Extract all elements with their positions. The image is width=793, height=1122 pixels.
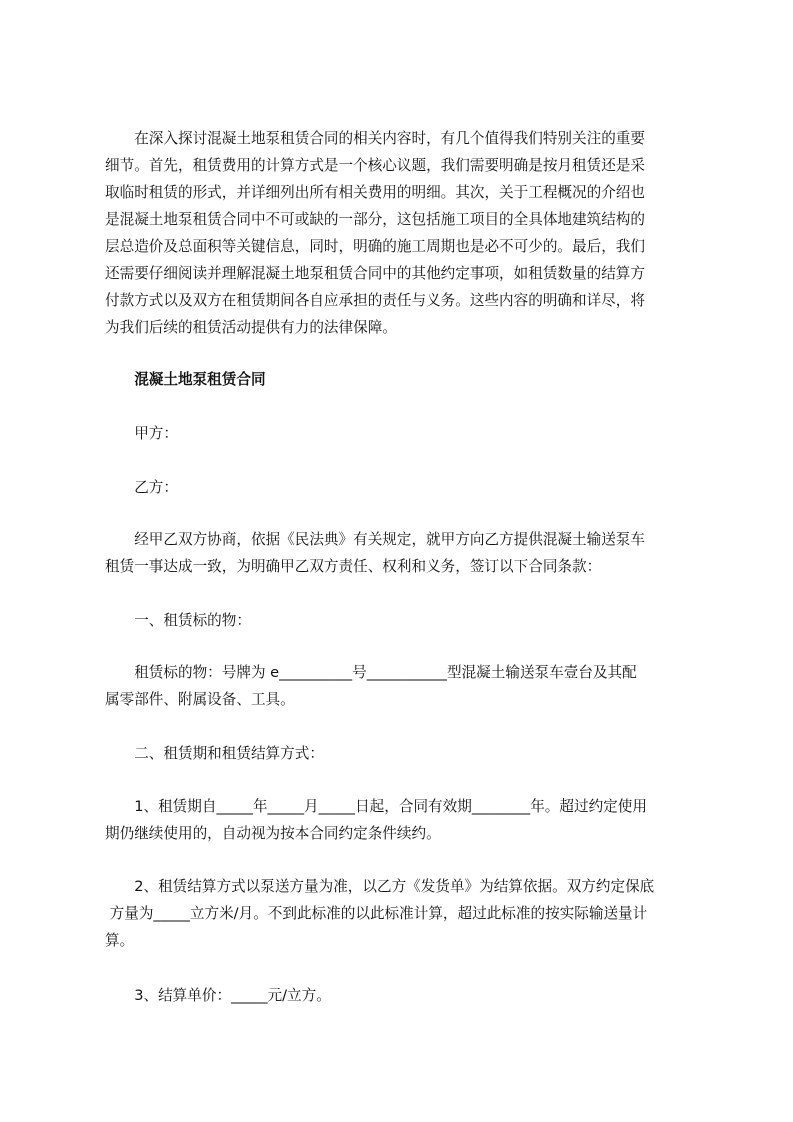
intro-line-6: 还需要仔细阅读并理解混凝土地泵租赁合同中的其他约定事项，如租赁数量的结算方 [105, 265, 645, 282]
item2-line-1: 2、租赁结算方式以泵送方量为准，以乙方《发货单》为结算依据。双方约定保底 [105, 878, 655, 895]
intro-line-3: 取临时租赁的形式，并详细列出所有相关费用的明细。其次，关于工程概况的介绍也 [105, 184, 645, 201]
intro-paragraph [105, 125, 701, 341]
party-a-label: 甲方： [105, 425, 178, 442]
preamble-line-2: 租赁一事达成一致，为明确甲乙双方责任、权利和义务，签订以下合同条款： [105, 558, 602, 575]
party-a-block [105, 420, 701, 447]
section1-body [105, 659, 701, 713]
intro-line-7: 付款方式以及双方在租赁期间各自应承担的责任与义务。这些内容的明确和详尽，将 [105, 292, 645, 309]
section1-heading-block [105, 607, 701, 634]
section1-line-1: 租赁标的物：号牌为 e__________号___________型混凝土输送泵车壹台及其配 [105, 664, 637, 681]
contract-title: 混凝土地泵租赁合同 [105, 371, 266, 388]
item1-line-2: 期仍继续使用的，自动视为按本合同约定条件续约。 [105, 825, 441, 842]
item2-line-2: 方量为_____立方米/月。不到此标准的以此标准计算，超过此标准的按实际输送量计 [105, 905, 648, 922]
item1-paragraph [105, 793, 701, 847]
intro-line-1: 在深入探讨混凝土地泵租赁合同的相关内容时，有几个值得我们特别关注的重要 [105, 130, 645, 147]
section2-heading-block [105, 740, 701, 767]
intro-line-2: 细节。首先，租赁费用的计算方式是一个核心议题，我们需要明确是按月租赁还是采 [105, 157, 645, 174]
party-b-label: 乙方： [105, 479, 178, 496]
section2-heading: 二、租赁期和租赁结算方式： [105, 745, 324, 762]
item3-paragraph [105, 982, 701, 1009]
intro-line-5: 层总造价及总面积等关键信息，同时，明确的施工周期也是必不可少的。最后，我们 [105, 238, 645, 255]
intro-line-4: 是混凝土地泵租赁合同中不可或缺的一部分，这包括施工项目的全具体地建筑结构的 [105, 211, 645, 228]
section1-heading: 一、租赁标的物： [105, 612, 251, 629]
party-b-block [105, 474, 701, 501]
intro-line-8: 为我们后续的租赁活动提供有力的法律保障。 [105, 319, 397, 336]
section1-line-2: 属零部件、附属设备、工具。 [105, 691, 295, 708]
preamble-line-1: 经甲乙双方协商，依据《民法典》有关规定，就甲方向乙方提供混凝土输送泵车 [105, 531, 645, 548]
item2-paragraph [105, 873, 701, 954]
contract-title-block [105, 366, 701, 393]
preamble-paragraph [105, 526, 701, 580]
item3-line-1: 3、结算单价：_____元/立方。 [105, 987, 331, 1004]
item2-line-3: 算。 [105, 932, 135, 949]
item1-line-1: 1、租赁期自_____年_____月_____日起，合同有效期________年。超过约定使用 [105, 798, 647, 815]
